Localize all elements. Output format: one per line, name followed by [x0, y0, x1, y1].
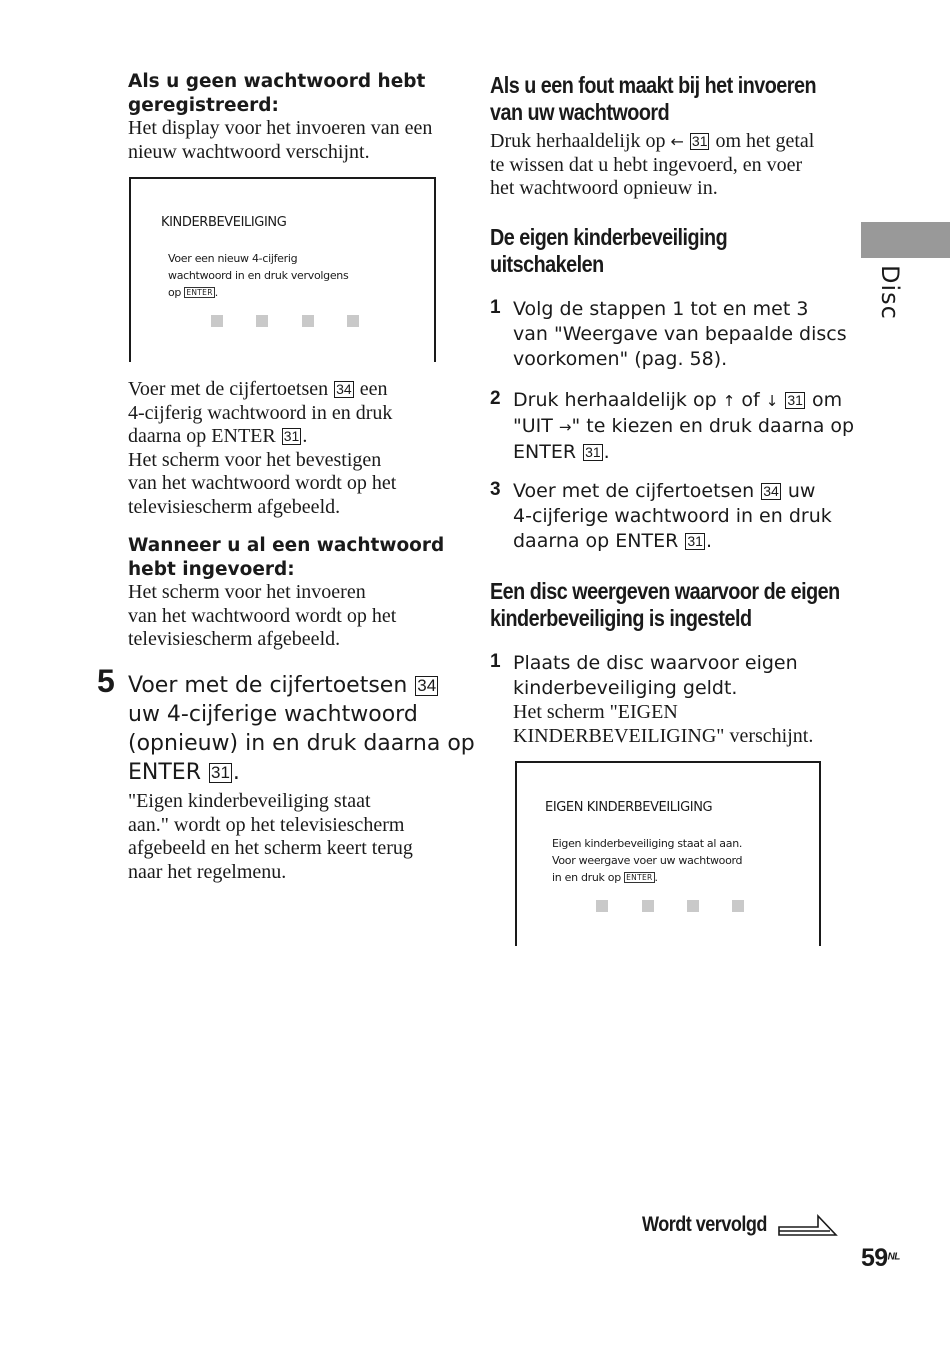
screen-message: Voer een nieuw 4-cijferig wachtwoord in en druk vervolgens op ENTER . — [168, 252, 349, 299]
heading-wrong-password: Als u een fout maakt bij het invoeren van uw wachtwoord — [490, 72, 817, 125]
password-digit-slot — [596, 900, 608, 912]
subheading-password-entered: Wanneer u al een wachtwoord hebt ingevoerd: — [128, 535, 445, 580]
enter-key-ref-icon: 31 — [691, 133, 708, 149]
password-digit-slot — [256, 315, 268, 327]
step-number: 1 — [490, 297, 501, 318]
step-5-instruction: Voer met de cijfertoetsen 34 uw 4-cijferige wachtwoord (opnieuw) in en druk daarna op ENTER 31 . — [128, 673, 475, 785]
heading-play-protected-disc: Een disc weergeven waarvoor de eigen kinderbeveiliging is ingesteld — [490, 578, 840, 631]
section-tab-marker — [861, 222, 950, 258]
subheading-no-password: Als u geen wachtwoord hebt geregistreerd: — [128, 71, 426, 116]
heading-disable-parental-control: De eigen kinderbeveiliging uitschakelen — [490, 224, 728, 277]
page-number: $59^{NL}$ — [861, 1244, 900, 1272]
step-number: 1 — [490, 651, 501, 672]
enter-key-ref-icon: 31 — [787, 392, 803, 408]
step-number-5: 5 — [97, 663, 115, 699]
right-arrow-icon: → — [558, 418, 572, 436]
enter-key-ref-icon: 31 — [687, 533, 703, 549]
password-digit-slot — [642, 900, 654, 912]
screen-illustration-new-password — [129, 177, 436, 362]
enter-key-icon: ENTER — [186, 288, 213, 297]
screen-illustration-parental-control — [515, 761, 821, 946]
password-digit-slot — [211, 315, 223, 327]
paragraph-password-entry-screen: Het scherm voor het invoeren van het wachtwoord wordt op het televisiescherm afgebeeld. — [128, 581, 397, 650]
number-key-icon: 34 — [336, 381, 352, 397]
number-key-icon: 34 — [417, 676, 437, 695]
enter-key-icon: ENTER — [626, 873, 653, 882]
step-3-text: Voer met de cijfertoetsen 34 uw 4-cijferige wachtwoord in en druk daarna op ENTER 31 . — [513, 480, 832, 552]
up-arrow-icon: ↑ — [722, 392, 736, 410]
enter-key-ref-icon: 31 — [283, 428, 300, 444]
down-arrow-icon: ↓ — [765, 392, 779, 410]
paragraph-enter-password: Voer met de cijfertoetsen 34 een 4-cijferig wachtwoord in en druk daarna op ENTER 31 . Het scherm voor het bevestigen van het wachtwoord wordt op het televisiescherm afgebeeld. — [128, 378, 397, 518]
paragraph-new-password-display: Het display voor het invoeren van een nieuw wachtwoord verschijnt. — [128, 117, 433, 163]
step-2-text: Druk herhaaldelijk op ↑ of ↓ 31 om "UIT →" te kiezen en druk daarna op ENTER 31 . — [513, 389, 855, 463]
number-key-icon: 34 — [763, 483, 779, 499]
step-5-result: "Eigen kinderbeveiliging staat aan." wordt op het televisiescherm afgebeeld en het scherm keert terug naar het regelmenu. — [128, 790, 413, 883]
password-digit-slot — [732, 900, 744, 912]
step-number: 3 — [490, 479, 501, 500]
continued-label: Wordt vervolgd — [642, 1213, 767, 1236]
screen-title: KINDERBEVEILIGING — [161, 215, 287, 230]
password-digit-slot — [687, 900, 699, 912]
screen-message: Eigen kinderbeveiliging staat al aan. Voor weergave voer uw wachtwoord in en druk op ENTER . — [552, 837, 743, 884]
enter-key-ref-icon: 31 — [210, 763, 230, 782]
step-insert-disc-result: Het scherm "EIGEN KINDERBEVEILIGING" verschijnt. — [513, 701, 814, 747]
screen-title: EIGEN KINDERBEVEILIGING — [545, 800, 713, 815]
password-digit-slot — [347, 315, 359, 327]
enter-key-ref-icon: 31 — [585, 444, 601, 460]
step-number: 2 — [490, 388, 501, 409]
left-arrow-icon: ← — [670, 132, 684, 151]
password-digit-slot — [302, 315, 314, 327]
section-tab-label: Disc — [876, 265, 904, 320]
step-1-text: Volg de stappen 1 tot en met 3 van "Weergave van bepaalde discs voorkomen" (pag. 58). — [513, 298, 847, 370]
continued-arrow-icon — [778, 1213, 838, 1239]
step-insert-disc-text: Plaats de disc waarvoor eigen kinderbeveiliging geldt. — [513, 652, 798, 699]
paragraph-wrong-password: Druk herhaaldelijk op ← 31 om het getal te wissen dat u hebt ingevoerd, en voer het wachtwoord opnieuw in. — [490, 130, 815, 199]
